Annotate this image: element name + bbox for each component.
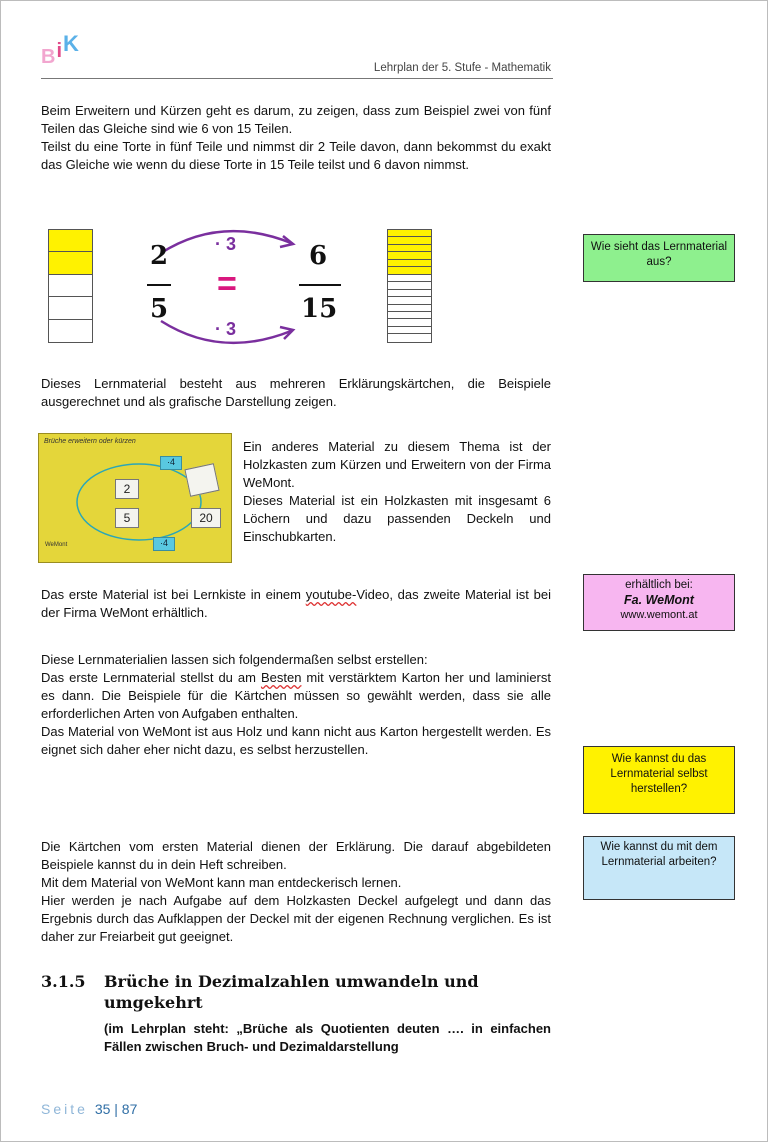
- bik-logo: [41, 31, 80, 68]
- wemont-paragraph-1: Ein anderes Material zu diesem Thema ist der Holzkasten zum Kürzen und Erweitern von der Firma WeMont.: [243, 439, 551, 490]
- creation-paragraph-1: Diese Lernmaterialien lassen sich folgendermaßen selbst erstellen:: [41, 652, 428, 667]
- availability-box-label: erhältlich bei:: [625, 579, 693, 591]
- wemont-description: [243, 438, 551, 546]
- availability-box-url: www.wemont.at: [620, 609, 698, 621]
- photo-card-bottom: ·4: [153, 537, 175, 551]
- besten-word: Besten: [260, 670, 302, 685]
- bar-cell-empty: [49, 297, 92, 319]
- bar-cell-filled: [388, 252, 431, 259]
- fraction-bar-6-of-15: [387, 229, 432, 343]
- logo-letter-i: i: [56, 40, 64, 62]
- logo-letter-b: B: [41, 46, 57, 68]
- footer-label: Seite: [41, 1101, 88, 1117]
- bar-cell-filled: [49, 230, 92, 252]
- availability-box-company: Fa. WeMont: [624, 593, 694, 607]
- creation-p2-before: Das erste Lernmaterial stellst du am: [41, 670, 261, 685]
- availability-after: Video, das zweite Material ist bei der Firma WeMont erhältlich.: [41, 587, 552, 620]
- bar-cell-empty: [49, 320, 92, 342]
- right-fraction-line: [299, 284, 341, 286]
- usage-paragraph-2: Mit dem Material von WeMont kann man entdeckerisch lernen.: [41, 875, 402, 890]
- youtube-word: youtube-: [305, 587, 357, 602]
- top-multiplier: · 3: [215, 234, 237, 254]
- intro-paragraph-2: Teilst du eine Torte in fünf Teile und nimmst dir 2 Teile davon, dann bekommst du exakt das Gleiche wie wenn du diese Torte in 15 Teile teilst und 6 davon nimmst.: [41, 139, 551, 172]
- bar-cell-filled: [388, 260, 431, 267]
- bar-cell-empty: [388, 290, 431, 297]
- availability-box: [583, 574, 735, 631]
- intro-text: [41, 102, 551, 174]
- bar-cell-empty: [388, 282, 431, 289]
- page-number: 35 | 87: [94, 1101, 138, 1117]
- question-box-create: [583, 746, 735, 814]
- photo-card-top: ·4: [160, 456, 182, 470]
- left-denominator: 5: [150, 294, 169, 324]
- bar-cell-filled: [49, 252, 92, 274]
- bar-cell-empty: [388, 305, 431, 312]
- left-fraction-line: [147, 284, 171, 286]
- bar-cell-filled: [388, 267, 431, 274]
- bar-cell-empty: [388, 319, 431, 326]
- bar-cell-empty: [388, 327, 431, 334]
- question-box-look: [583, 234, 735, 282]
- section-title: Brüche in Dezimalzahlen umwandeln und umgekehrt: [104, 972, 479, 1012]
- bar-cell-empty: [388, 297, 431, 304]
- page-footer: [41, 1101, 137, 1117]
- availability-before: Das erste Material ist bei Lernkiste in einem: [41, 587, 306, 602]
- bottom-multiplier: · 3: [215, 319, 237, 339]
- bar-cell-empty: [49, 275, 92, 297]
- photo-card-right-denominator: 20: [191, 508, 221, 528]
- creation-paragraph-2: [41, 669, 551, 723]
- question-box-look-text: Wie sieht das Lernmaterial aus?: [590, 241, 728, 268]
- header-divider: [41, 78, 553, 79]
- bar-cell-filled: [388, 237, 431, 244]
- creation-p2-after: mit verstärktem Karton her und laminierst es dann. Die Beispiele für die Kärtchen müssen so gewählt werden, dass sie alle erforderlichen Arten von Aufgaben enthalten.: [41, 670, 551, 721]
- logo-letter-k: K: [63, 31, 80, 56]
- right-numerator: 6: [309, 241, 328, 271]
- usage-paragraph-1: Die Kärtchen vom ersten Material dienen der Erklärung. Die darauf abgebildeten Beispiele kannst du in dein Heft schreiben.: [41, 839, 551, 872]
- usage-paragraph-3: Hier werden je nach Aufgabe auf dem Holzkasten Deckel aufgelegt und dann das Ergebnis durch das Aufklappen der Deckel mit der eigenen Rechnung verglichen. Es ist daher zur Freiarbeit gut geeignet.: [41, 893, 551, 944]
- section-number: 3.1.5: [41, 972, 86, 991]
- equals-sign: =: [217, 265, 237, 303]
- photo-card-left-denominator: 5: [115, 508, 139, 528]
- fraction-bar-2-of-5: [48, 229, 93, 343]
- material-photo: [38, 433, 232, 563]
- creation-text: [41, 651, 551, 759]
- bar-cell-empty: [388, 275, 431, 282]
- usage-text: [41, 838, 551, 946]
- material-description: Dieses Lernmaterial besteht aus mehreren Erklärungskärtchen, die Beispiele ausgerechnet und als grafische Darstellung zeigen.: [41, 376, 551, 409]
- header-title: Lehrplan der 5. Stufe - Mathematik: [373, 62, 551, 74]
- section-note: (im Lehrplan steht: „Brüche als Quotienten deuten …. in einfachen Fällen zwischen Bruch- und Dezimaldarstellung: [104, 1021, 551, 1054]
- right-denominator: 15: [301, 294, 338, 324]
- question-box-work-text: Wie kannst du mit dem Lernmaterial arbeiten?: [600, 841, 718, 868]
- bar-cell-filled: [388, 245, 431, 252]
- bar-cell-empty: [388, 312, 431, 319]
- bar-cell-filled: [388, 230, 431, 237]
- question-box-work: [583, 836, 735, 900]
- bar-cell-empty: [388, 334, 431, 341]
- left-numerator: 2: [150, 241, 169, 271]
- photo-card-left-numerator: 2: [115, 479, 139, 499]
- wemont-paragraph-2: Dieses Material ist ein Holzkasten mit insgesamt 6 Löchern und dazu passenden Deckeln und Einschubkarten.: [243, 493, 551, 544]
- photo-title: Brüche erweitern oder kürzen: [44, 438, 136, 445]
- creation-paragraph-3: Das Material von WeMont ist aus Holz und kann nicht aus Karton hergestellt werden. Es eignet sich daher eher nicht dazu, es selbst herzustellen.: [41, 724, 551, 757]
- intro-paragraph-1: Beim Erweitern und Kürzen geht es darum, zu zeigen, dass zum Beispiel zwei von fünf Teilen das Gleiche sind wie 6 von 15 Teilen.: [41, 103, 551, 136]
- question-box-create-text: Wie kannst du das Lernmaterial selbst herstellen?: [610, 753, 708, 795]
- photo-caption: WeMont: [45, 542, 68, 548]
- availability-text: [41, 586, 551, 622]
